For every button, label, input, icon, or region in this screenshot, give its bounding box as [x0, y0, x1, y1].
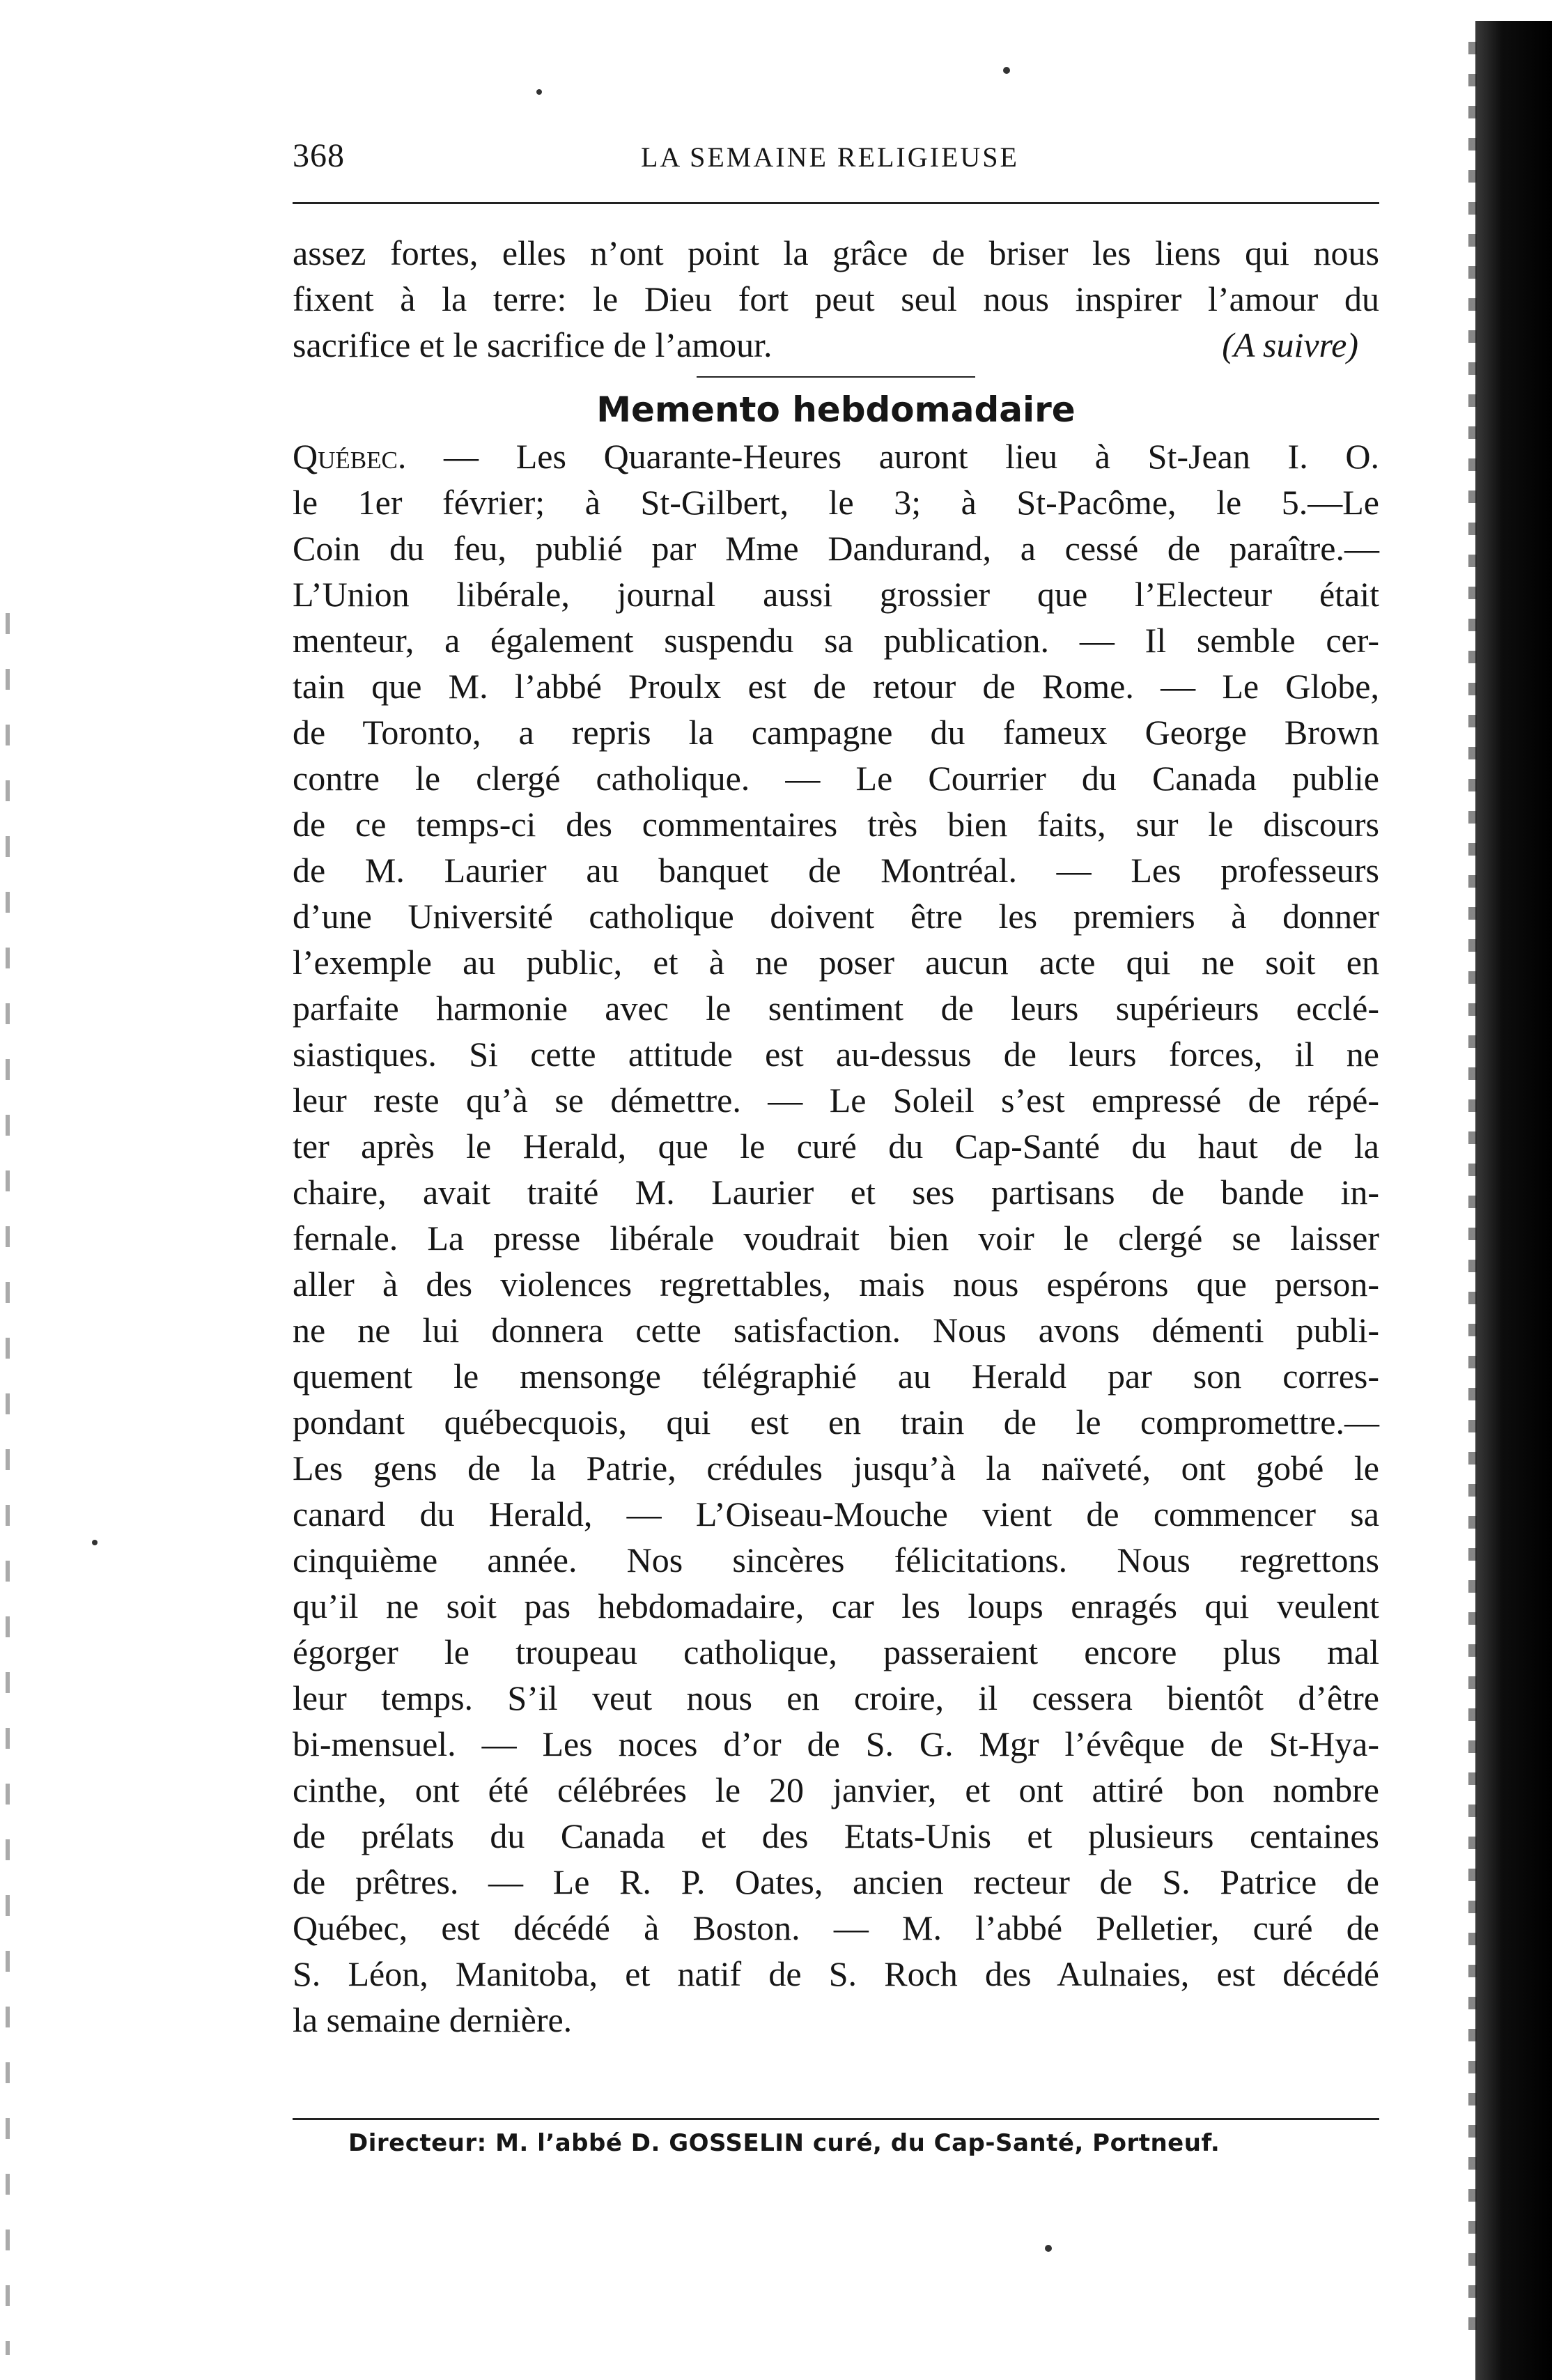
text-line: fixent à la terre: le Dieu fort peut seul nous inspirer l’amour du	[293, 279, 1379, 318]
text-line: Québec, est décédé à Boston. — M. l’abbé Pelletier, curé de	[293, 1908, 1379, 1947]
text-line: égorger le troupeau catholique, passeraient encore plus mal	[293, 1632, 1379, 1671]
scan-speck	[1045, 2245, 1052, 2252]
text-line: canard du Herald, — L’Oiseau-Mouche vient de commencer sa	[293, 1494, 1379, 1533]
scan-speck	[536, 89, 542, 95]
text-line: bi-mensuel. — Les noces d’or de S. G. Mgr l’évêque de St-Hya-	[293, 1724, 1379, 1763]
text-line: siastiques. Si cette attitude est au-dessus de leurs forces, il ne	[293, 1035, 1379, 1074]
scan-edge-marks	[1468, 42, 1477, 2341]
text-line: la semaine dernière.	[293, 2000, 573, 2039]
text-line: ter après le Herald, que le curé du Cap-Santé du haut de la	[293, 1127, 1379, 1166]
text-line: quement le mensonge télégraphié au Herald par son corres-	[293, 1357, 1379, 1396]
text-line: assez fortes, elles n’ont point la grâce de briser les liens qui nous	[293, 233, 1379, 272]
first-line-rest: — Les Quarante-Heures auront lieu à St-Jean I. O.	[406, 437, 1379, 476]
text-line: le 1er février; à St-Gilbert, le 3; à St-Pacôme, le 5.—Le	[293, 483, 1379, 522]
text-line: qu’il ne soit pas hebdomadaire, car les loups enragés qui veulent	[293, 1586, 1379, 1625]
text-line: ne ne lui donnera cette satisfaction. Nous avons démenti publi-	[293, 1311, 1379, 1350]
section-separator	[697, 376, 975, 378]
text-line: pondant québecquois, qui est en train de le compromettre.—	[293, 1402, 1379, 1442]
scan-edge-shadow	[1475, 21, 1552, 2380]
text-line: leur reste qu’à se démettre. — Le Soleil s’est empressé de répé-	[293, 1081, 1379, 1120]
text-line: S. Léon, Manitoba, et natif de S. Roch des Aulnaies, est décédé	[293, 1954, 1379, 1993]
text-line: de prélats du Canada et des Etats-Unis et plusieurs centaines	[293, 1816, 1379, 1855]
text-line: de prêtres. — Le R. P. Oates, ancien recteur de S. Patrice de	[293, 1862, 1379, 1901]
memento-paragraph	[293, 433, 1379, 2043]
text-line: de ce temps-ci des commentaires très bien faits, sur le discours	[293, 805, 1379, 844]
text-line: fernale. La presse libérale voudrait bien voir le clergé se laisser	[293, 1219, 1379, 1258]
scan-speck	[1003, 67, 1010, 74]
text-line: Coin du feu, publié par Mme Dandurand, a cessé de paraître.—	[293, 529, 1379, 568]
to-be-continued: (A suivre)	[1222, 325, 1358, 364]
text-line: tain que M. l’abbé Proulx est de retour de Rome. — Le Globe,	[293, 667, 1379, 706]
page-number: 368	[293, 137, 345, 174]
text-line: leur temps. S’il veut nous en croire, il cessera bientôt d’être	[293, 1678, 1379, 1717]
scan-speck	[92, 1540, 98, 1545]
text-line: chaire, avait traité M. Laurier et ses partisans de bande in-	[293, 1173, 1379, 1212]
text-line	[293, 433, 1379, 479]
section-title: Memento hebdomadaire	[596, 389, 1076, 430]
text-line: de Toronto, a repris la campagne du fameux George Brown	[293, 713, 1379, 752]
text-line: Les gens de la Patrie, crédules jusqu’à la naïveté, ont gobé le	[293, 1448, 1379, 1488]
text-line: l’exemple au public, et à ne poser aucun acte qui ne soit en	[293, 943, 1379, 982]
lead-word: Québec.	[293, 437, 407, 476]
page-header	[293, 137, 1379, 185]
text-line	[293, 322, 1379, 368]
running-title: LA SEMAINE RELIGIEUSE	[641, 141, 1019, 173]
intro-last-line: sacrifice et le sacrifice de l’amour.	[293, 325, 773, 364]
publisher-footer: Directeur: M. l’abbé D. GOSSELIN curé, du Cap-Santé, Portneuf.	[348, 2129, 1220, 2157]
text-line: menteur, a également suspendu sa publication. — Il semble cer-	[293, 621, 1379, 660]
scan-left-marks	[6, 613, 10, 2355]
text-line: L’Union libérale, journal aussi grossier que l’Electeur était	[293, 575, 1379, 614]
page-body	[293, 230, 1379, 2043]
intro-paragraph	[293, 230, 1379, 368]
text-line: d’une Université catholique doivent être les premiers à donner	[293, 897, 1379, 936]
text-line: cinthe, ont été célébrées le 20 janvier, et ont attiré bon nombre	[293, 1770, 1379, 1809]
header-rule	[293, 202, 1379, 204]
text-line: parfaite harmonie avec le sentiment de leurs supérieurs ecclé-	[293, 989, 1379, 1028]
text-line: de M. Laurier au banquet de Montréal. — Les professeurs	[293, 851, 1379, 890]
footer-rule	[293, 2118, 1379, 2120]
text-line: contre le clergé catholique. — Le Courrier du Canada publie	[293, 759, 1379, 798]
text-line: aller à des violences regrettables, mais nous espérons que person-	[293, 1265, 1379, 1304]
text-line: cinquième année. Nos sincères félicitations. Nous regrettons	[293, 1540, 1379, 1579]
